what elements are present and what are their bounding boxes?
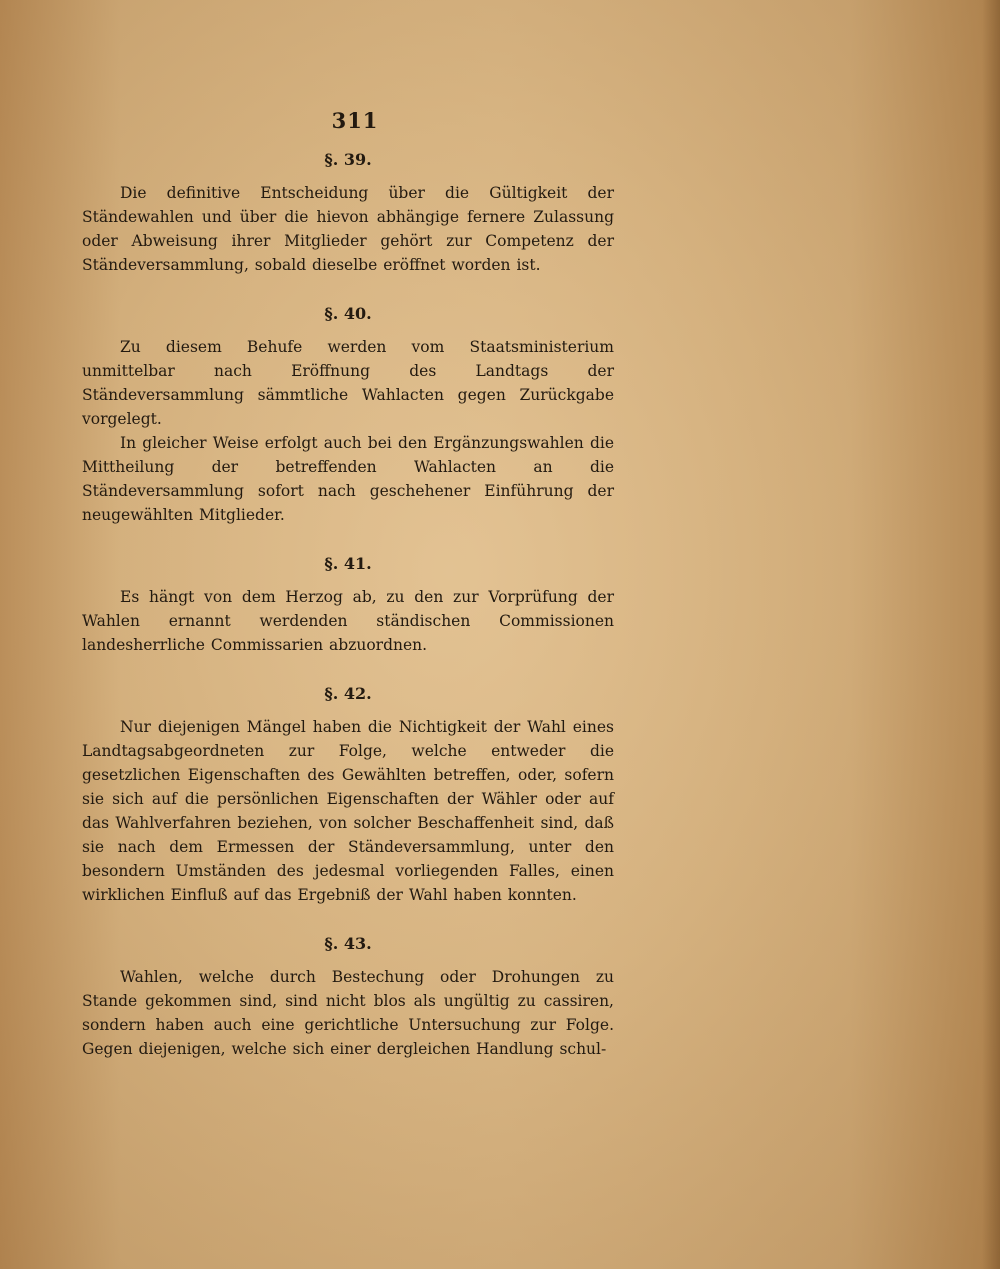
paragraph: Wahlen, welche durch Bestechung oder Drohungen zu Stande gekommen sind, sind nicht blos als ungültig zu cassiren, sondern haben auch eine gerichtliche Untersuchung zur Folge. Gegen diejenigen, welche sich einer dergleichen Handlung schul- xyxy=(82,968,614,1058)
paragraph: Es hängt von dem Herzog ab, zu den zur Vorprüfung der Wahlen ernannt werdenden ständischen Commissionen landesherrliche Commissarien abzuordnen. xyxy=(82,588,614,654)
page-number: 311 xyxy=(331,108,379,133)
paragraph: Die definitive Entscheidung über die Gültigkeit der Ständewahlen und über die hievon abhängige fernere Zulassung oder Abweisung ihrer Mitglieder gehört zur Competenz der Ständeversammlung, sobald dieselbe eröffnet worden ist. xyxy=(82,184,614,274)
section-heading: §. 42. xyxy=(324,684,372,703)
paragraph: Zu diesem Behufe werden vom Staatsministerium unmittelbar nach Eröffnung des Landtags der Ständeversammlung sämmtliche Wahlacten gegen Zurückgabe vorgelegt. xyxy=(82,338,614,428)
paragraph: Nur diejenigen Mängel haben die Nichtigkeit der Wahl eines Landtagsabgeordneten zur Folge, welche entweder die gesetzlichen Eigenschaften des Gewählten betreffen, oder, sofern sie sich auf die persönlichen Eigenschaften der Wähler oder auf das Wahlverfahren beziehen, von solcher Beschaffenheit sind, daß sie nach dem Ermessen der Ständeversammlung, unter den besondern Umständen des jedesmal vorliegenden Falles, einen wirklichen Einfluß auf das Ergebniß der Wahl haben konnten. xyxy=(82,718,614,904)
section-43 xyxy=(82,933,614,1061)
section-heading: §. 43. xyxy=(324,934,372,953)
section-heading: §. 41. xyxy=(324,554,372,573)
section-41 xyxy=(82,553,614,657)
section-39 xyxy=(82,149,614,277)
section-heading: §. 40. xyxy=(324,304,372,323)
paragraph: In gleicher Weise erfolgt auch bei den Ergänzungswahlen die Mittheilung der betreffenden Wahlacten an die Ständeversammlung sofort nach geschehener Einführung der neugewählten Mitglieder. xyxy=(82,434,614,524)
page-text-block xyxy=(82,108,614,1087)
section-42 xyxy=(82,683,614,907)
section-heading: §. 39. xyxy=(324,150,372,169)
section-40 xyxy=(82,303,614,527)
